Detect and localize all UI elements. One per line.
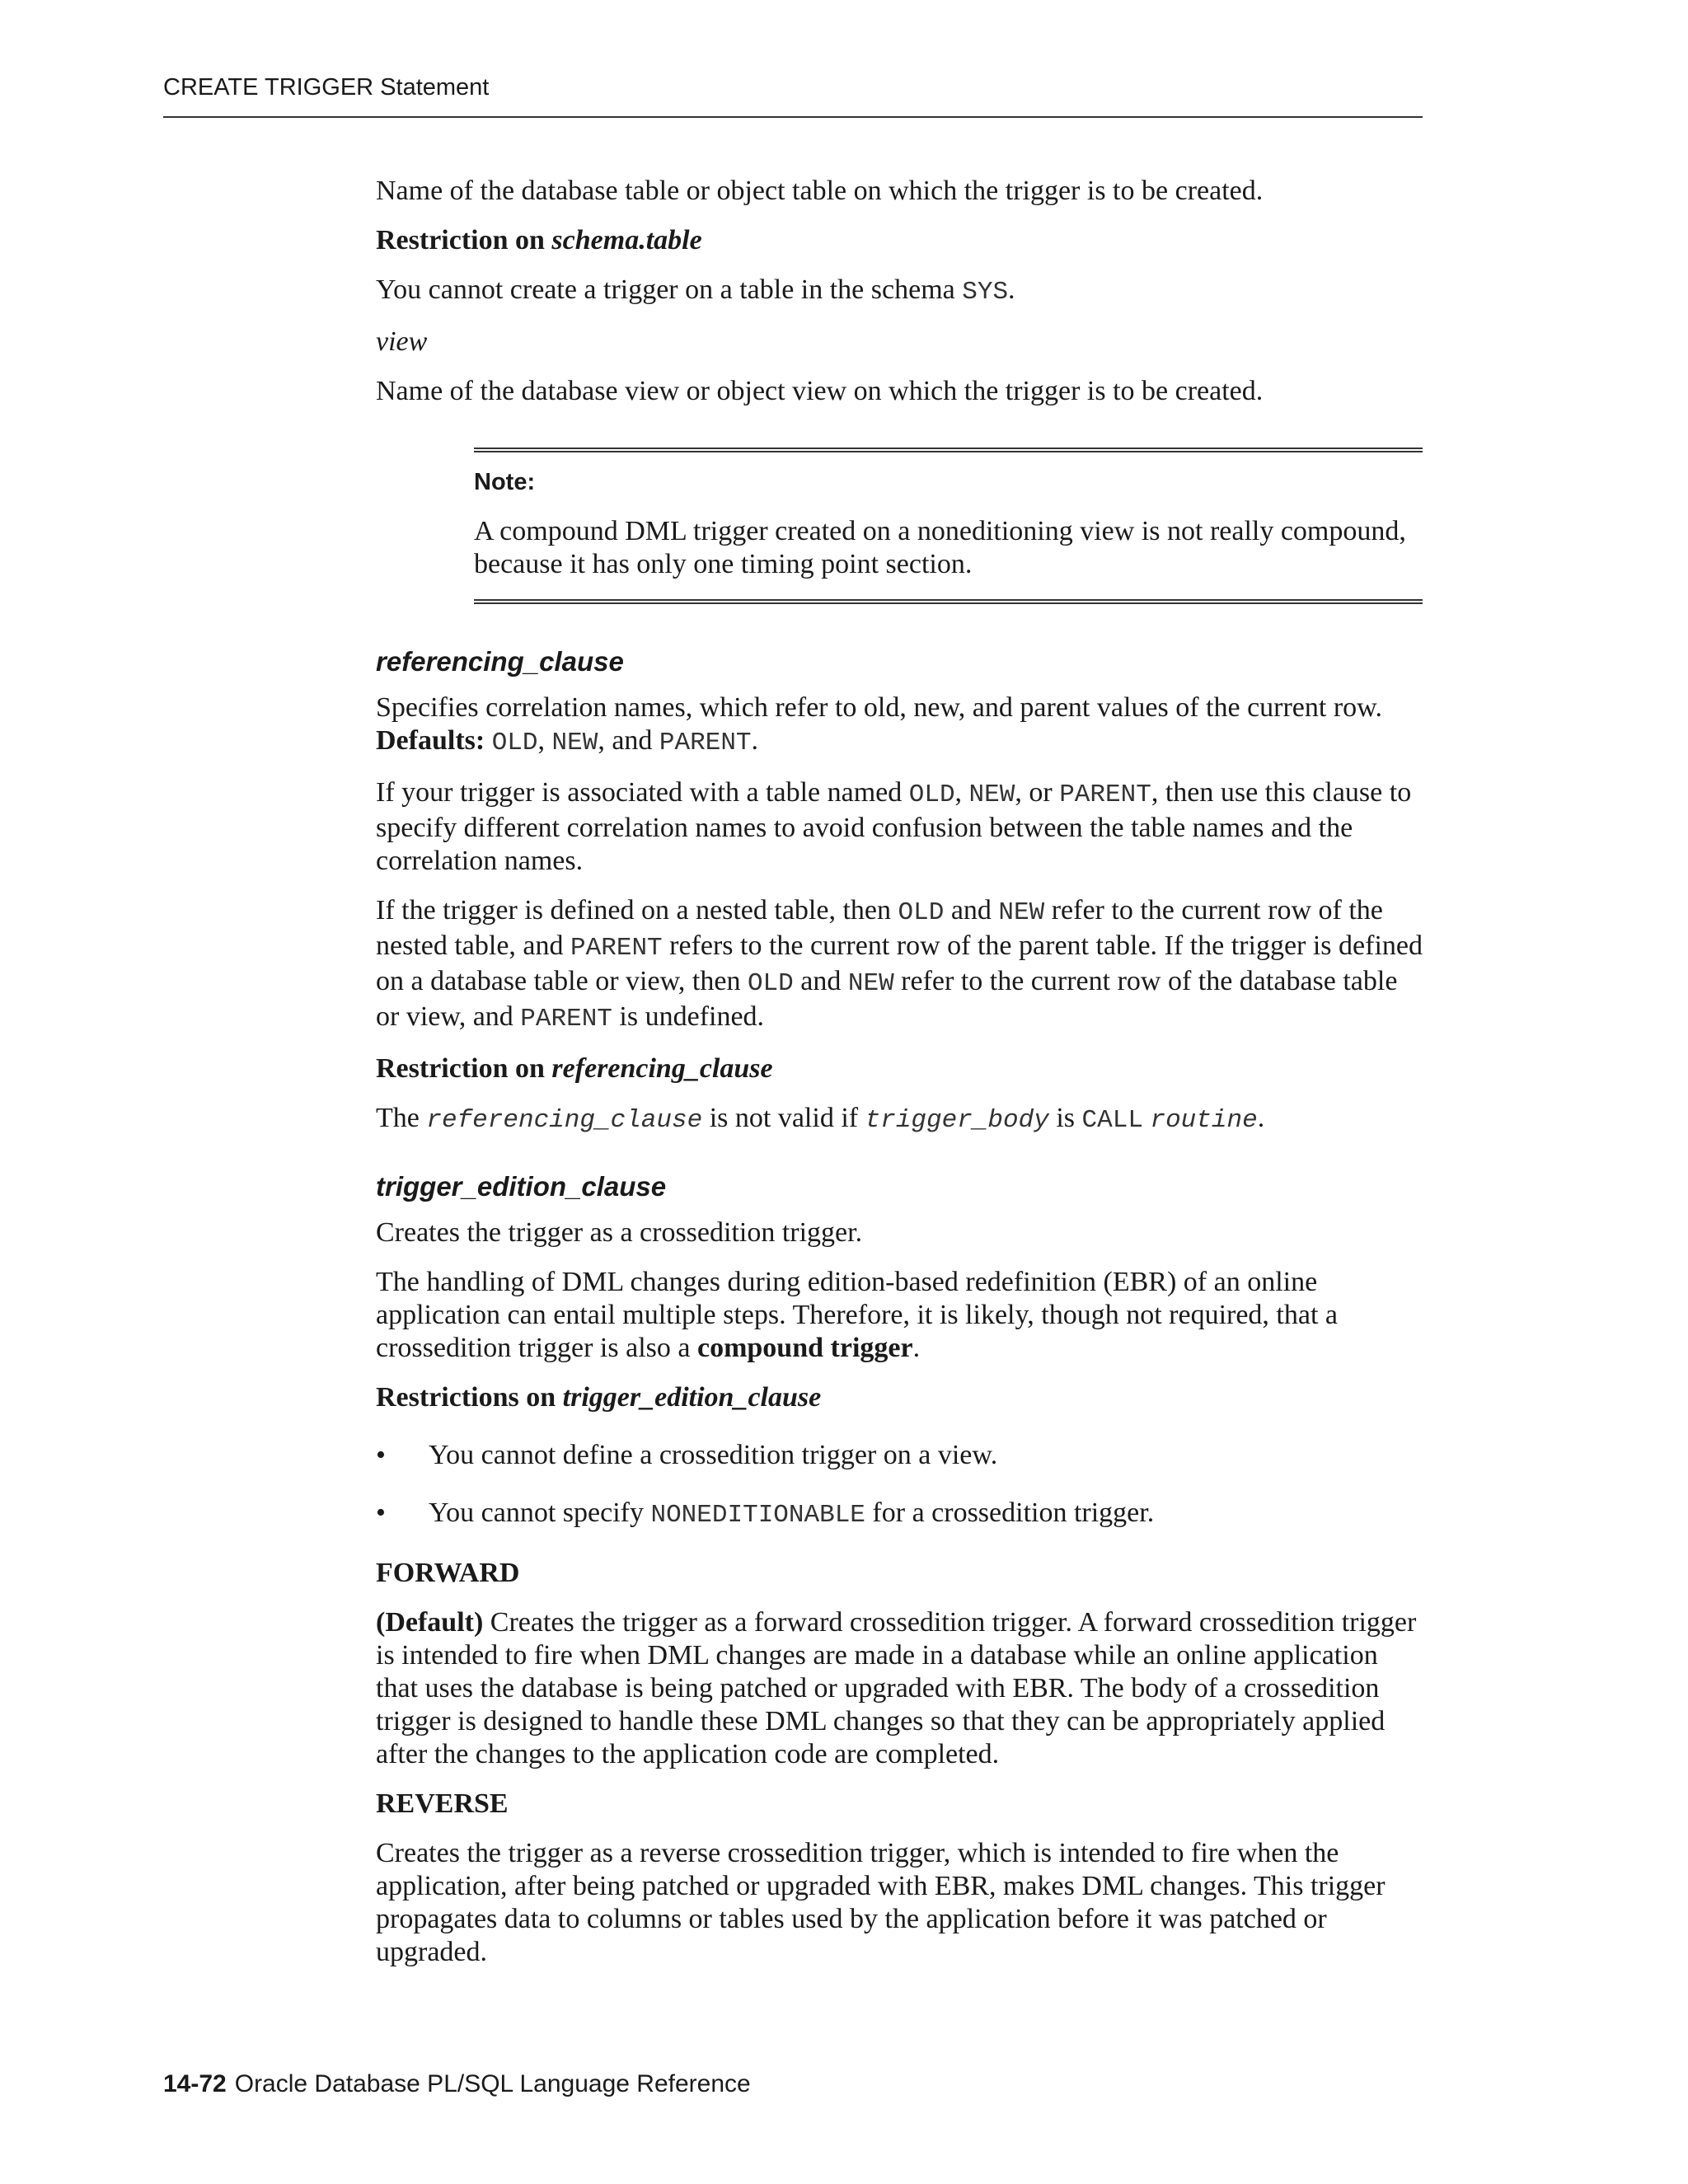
- restriction-referencing-heading: Restriction on referencing_clause: [376, 1053, 773, 1084]
- restrictions-edition-heading: Restrictions on trigger_edition_clause: [376, 1382, 822, 1413]
- reverse-keyword: REVERSE: [376, 1788, 509, 1819]
- list-item: • You cannot specify NONEDITIONABLE for a crossedition trigger.: [376, 1497, 1155, 1530]
- view-term: view: [376, 326, 428, 357]
- view-description: Name of the database view or object view on which the trigger is to be created.: [376, 376, 1264, 406]
- referencing-clause-heading: referencing_clause: [376, 646, 624, 677]
- list-item: • You cannot define a crossedition trigger on a view.: [376, 1440, 998, 1470]
- reverse-description: Creates the trigger as a reverse crossedition trigger, which is intended to fire when the application, after being patched or upgraded with EBR, makes DML changes. This trigger propagates data to columns or tables used by the application before it was patched or upgraded.: [376, 1838, 1386, 1967]
- forward-description: (Default) Creates the trigger as a forward crossedition trigger. A forward crossedition trigger is intended to fire when DML changes are made in a database while an online application that uses the database is being patched or upgraded with EBR. The body of a crossedition trigger is designed to handle these DML changes so that they can be appropriately applied after the changes to the application code are completed.: [376, 1607, 1417, 1769]
- referencing-para-3: If the trigger is defined on a nested table, then OLD and NEW refer to the current row of the nested table, and PARENT refers to the current row of the parent table. If the trigger is defined on a database table or view, then OLD and NEW refer to the current row of the database table or view, and PARENT is undefined.: [376, 895, 1423, 1033]
- referencing-para-2: If your trigger is associated with a table named OLD, NEW, or PARENT, then use this clause to specify different correlation names to avoid confusion between the table names and the correlation names.: [376, 777, 1412, 876]
- note-text: A compound DML trigger created on a noneditioning view is not really compound, because it has only one timing point section.: [474, 516, 1406, 579]
- page-number: 14-72: [163, 2070, 227, 2097]
- note-label: Note:: [474, 469, 536, 495]
- edition-para-1: Creates the trigger as a crossedition trigger.: [376, 1217, 863, 1248]
- trigger-edition-clause-heading: trigger_edition_clause: [376, 1171, 667, 1202]
- restrictions-list: [376, 1439, 1423, 1532]
- restriction-schema-heading: Restriction on schema.table: [376, 225, 702, 255]
- header-rule: [163, 116, 1423, 118]
- forward-keyword: FORWARD: [376, 1558, 520, 1588]
- restriction-referencing-text: The referencing_clause is not valid if trigger_body is CALL routine.: [376, 1103, 1265, 1135]
- note-box: [474, 448, 1423, 604]
- bullet-icon: •: [376, 1440, 386, 1470]
- page-body: [376, 175, 1423, 1985]
- restriction-schema-text: You cannot create a trigger on a table in the schema SYS.: [376, 274, 1015, 307]
- table-description: Name of the database table or object table on which the trigger is to be created.: [376, 176, 1264, 206]
- edition-para-2: The handling of DML changes during edition-based redefinition (EBR) of an online application can entail multiple steps. Therefore, it is likely, though not required, that a crossedition trigger is also a compound trigger.: [376, 1267, 1339, 1363]
- referencing-para-1: Specifies correlation names, which refer to old, new, and parent values of the current row. Defaults: OLD, NEW, and PARENT.: [376, 692, 1383, 757]
- running-header: CREATE TRIGGER Statement: [163, 74, 490, 101]
- bullet-icon: •: [376, 1497, 386, 1528]
- book-title: Oracle Database PL/SQL Language Reference: [234, 2070, 751, 2097]
- page-footer: [163, 2070, 751, 2098]
